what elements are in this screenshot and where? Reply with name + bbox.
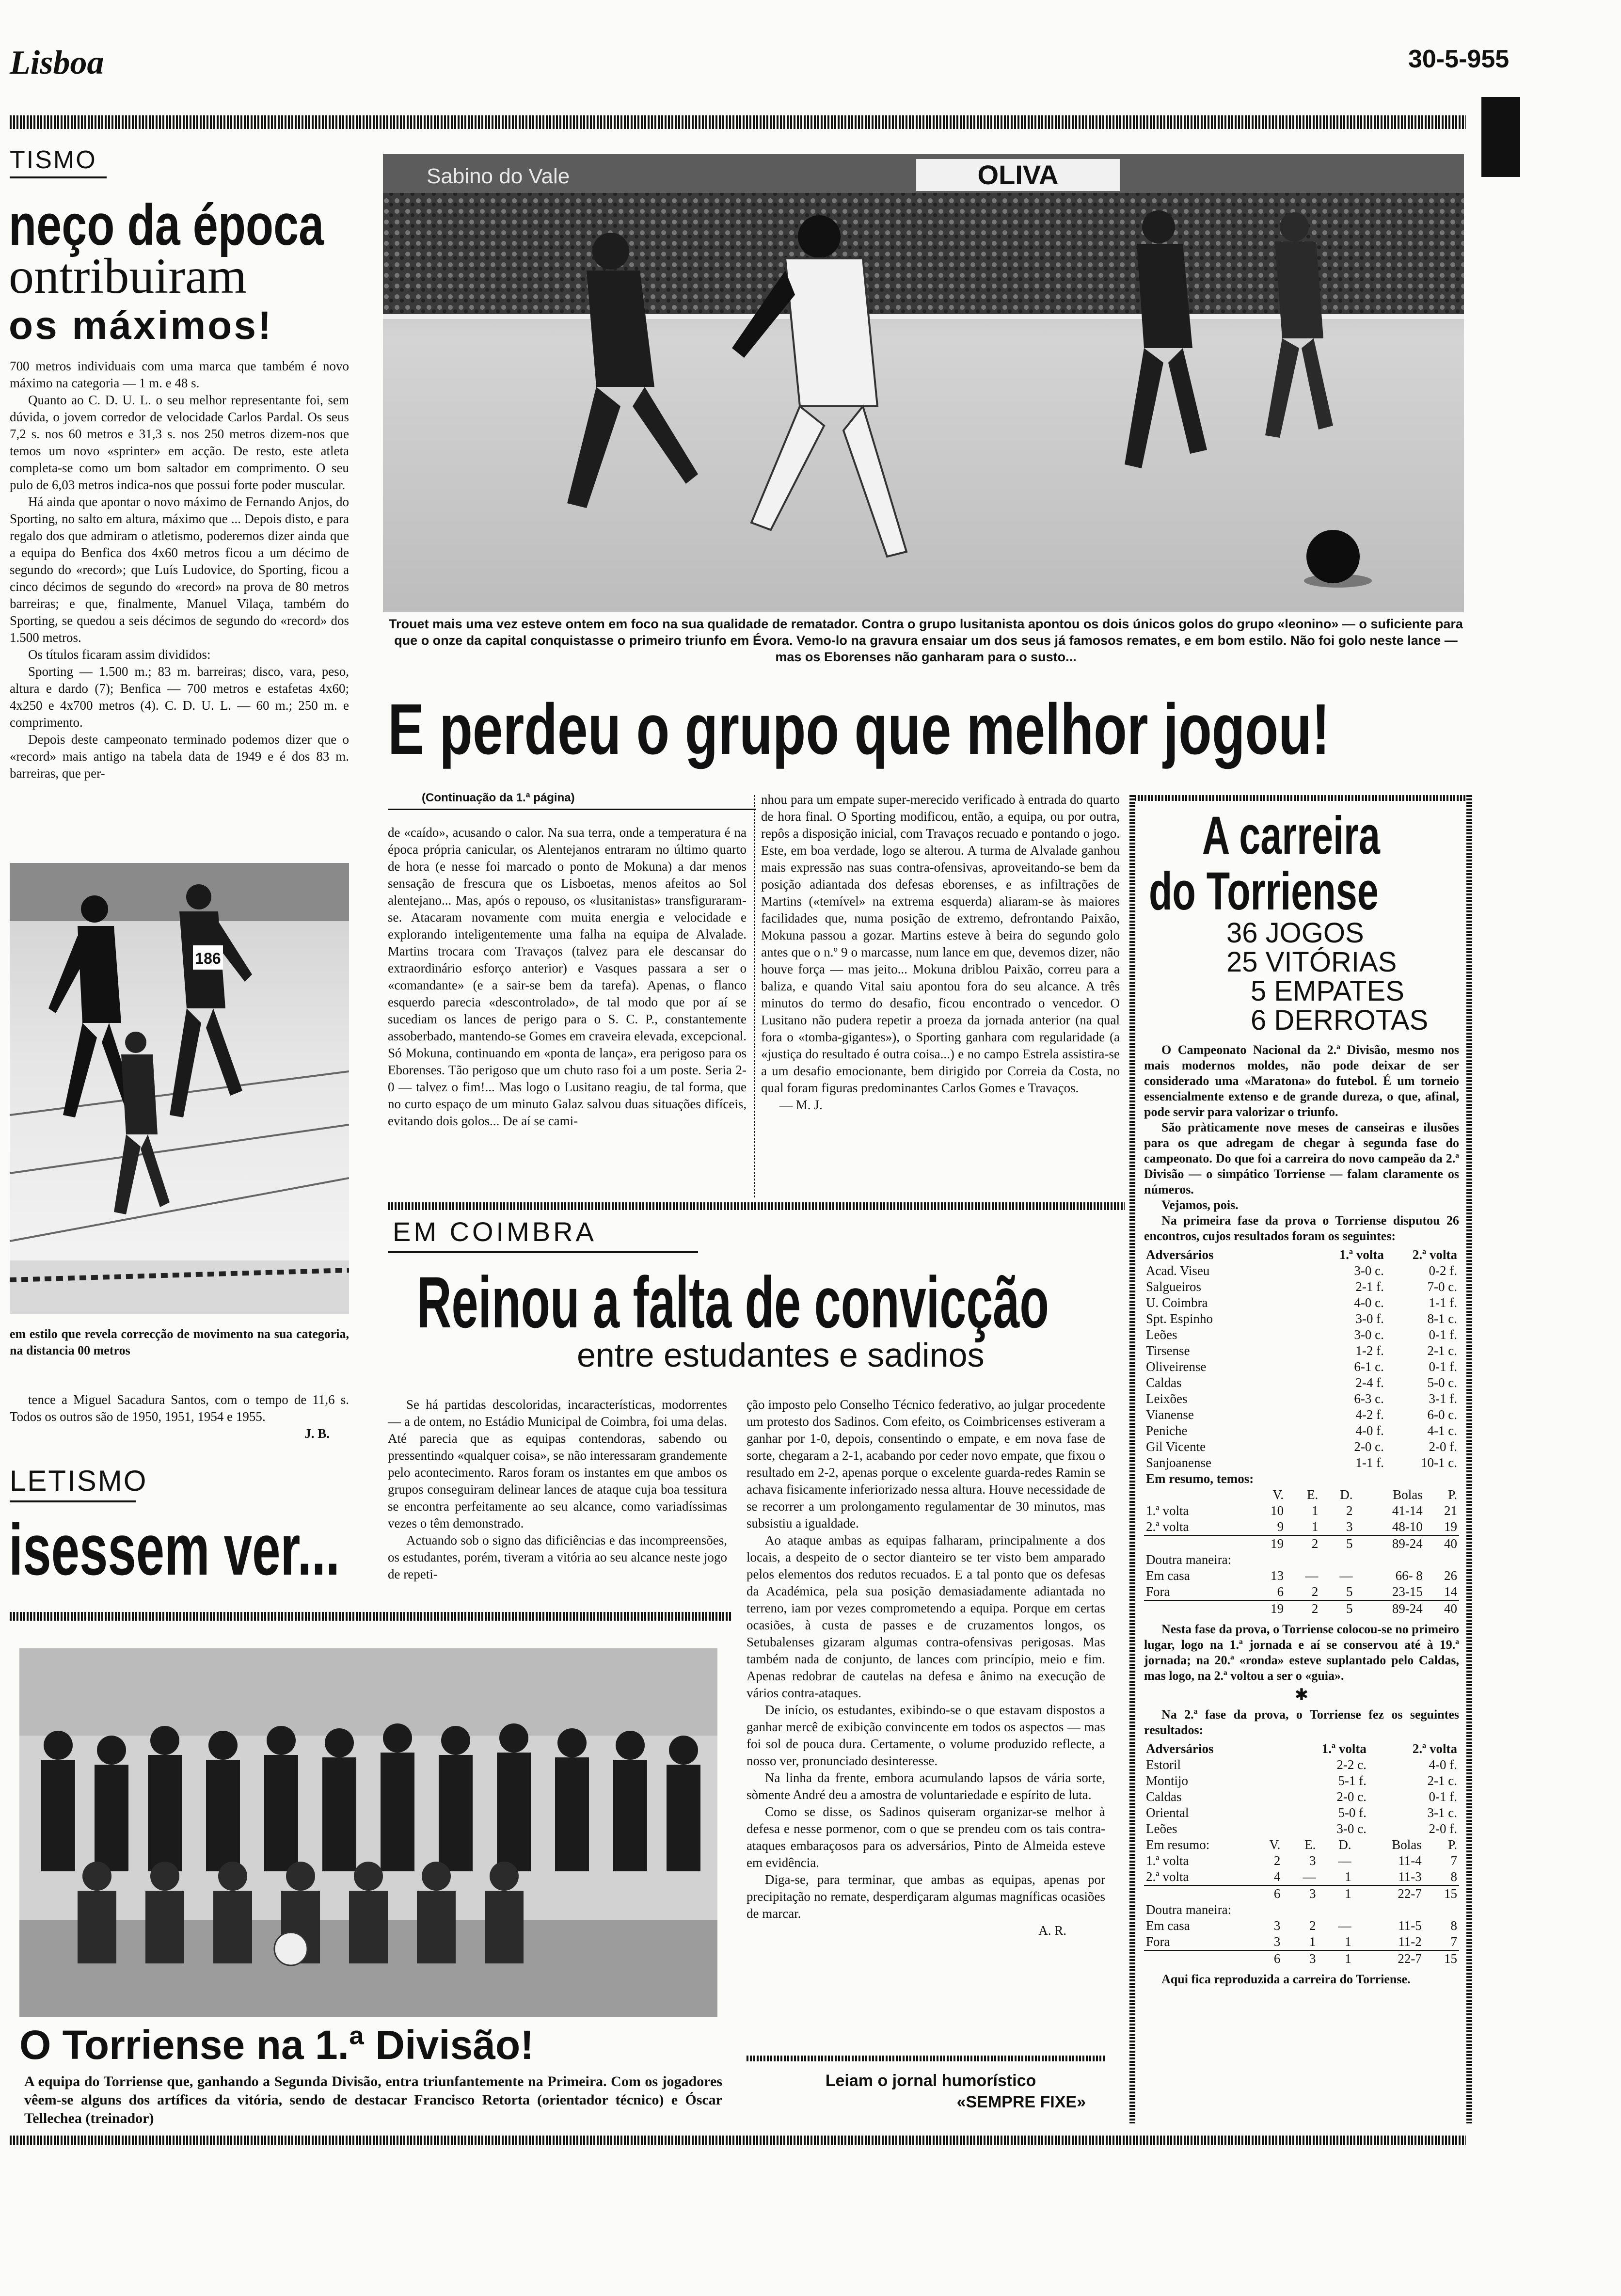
phase2-total2-row	[1144, 1950, 1459, 1967]
total-row	[1144, 1950, 1459, 1967]
torriense-intro-2: São pràticamente nove meses de canseiras e ilusões para os que adregam de chegar à segunda fase do campeonato. Do que foi a carreira do novo campeão da 2.ª Divisão — o simpático Torriense — falam claramente os números.	[1144, 1120, 1459, 1196]
summary-row	[1144, 1584, 1459, 1600]
evora-bottom-rule	[388, 1202, 1125, 1210]
result-row-cell: 10-1 c.	[1421, 1455, 1457, 1470]
athletics-headline-2: ontribuiram	[9, 248, 247, 304]
torriense-stat-draws: 5 EMPATES	[1251, 975, 1404, 1007]
runners-photo	[10, 863, 349, 1314]
banner-right-text: OLIVA	[977, 159, 1059, 190]
torriense-phase1-note: Nesta fase da prova, o Torriense colocou-se no primeiro lugar, logo na 1.ª jornada e aí se conservou até à 19.ª jornada; na 20.ª «ronda» esteve suplantado pelo Caldas, mas logo, na 2.ª voltou a ser o «guia».	[1144, 1622, 1459, 1683]
team-headline: O Torriense na 1.ª Divisão!	[19, 2022, 534, 2068]
coimbra-col1-paragraph: Actuando sob o signo das dificiências e das incompreensões, os estudantes, porém, tiveram a vitória ao seu alcance neste jogo de repeti-	[388, 1533, 727, 1581]
summary-row-cell: Em casa	[1146, 1918, 1190, 1933]
result-row-cell: Peniche	[1146, 1423, 1188, 1438]
coimbra-col2-paragraph: Ao ataque ambas as equipas falharam, principalmente a dos locais, a despeito de o sector dianteiro se ter visto bem amparado pelos elementos dos redutos recuados. E a tal ponto que os defesas da Académica, pela sua posição demasiadamente adiantada no terreno, iam por vezes comprometendo a equipa. Porque em certas ocasiões, à custa de passes e de cruzamentos longos, os Setubalenses gizaram algumas contra-ofensivas perigosas. Mas também nada de conjunto, de lances com princípio, meio e fim. Apenas redobrar de cautelas na defesa e ânimo na execução de vários contra-ataques.	[747, 1533, 1105, 1700]
evora-continuation-rule	[388, 809, 756, 810]
result-row	[1144, 1375, 1459, 1391]
summary-header: V.	[1272, 1487, 1284, 1502]
result-row-cell: 7-0 c.	[1427, 1279, 1457, 1294]
summary-row-cell: 4	[1273, 1869, 1281, 1884]
result-row-cell: Sanjoanense	[1146, 1455, 1211, 1470]
athletics2-headline-text: isessem ver...	[9, 1509, 340, 1590]
result-row-cell: 3-0 f.	[1355, 1311, 1384, 1326]
summary-row-cell: 3	[1273, 1934, 1281, 1949]
result-row-cell: 2-1 f.	[1355, 1279, 1384, 1294]
phase2-other-rows	[1144, 1918, 1459, 1950]
summary-row-cell: 41-14	[1392, 1503, 1423, 1518]
result-row-cell: 2-1 c.	[1427, 1343, 1457, 1358]
result-row-cell: Acad. Viseu	[1146, 1263, 1210, 1278]
torriense-top-rule	[1134, 795, 1469, 801]
torriense-stat-wins: 25 VITÓRIAS	[1226, 946, 1397, 978]
ad-line-2: «SEMPRE FIXE»	[956, 2093, 1086, 2111]
summary-row-cell: 2	[1309, 1918, 1316, 1933]
result-row-cell: 3-0 c.	[1336, 1821, 1367, 1836]
result-row-cell: Salgueiros	[1146, 1279, 1201, 1294]
result-row-cell: 4-1 c.	[1427, 1423, 1457, 1438]
total-cell: 1	[1345, 1951, 1351, 1966]
coimbra-col2-paragraph: Na linha da frente, embora acumulando lapsos de vária sorte, sòmente André deu a amostra de voluntariedade e espírito de luta.	[747, 1770, 1105, 1802]
athletics-closing-text: tence a Miguel Sacadura Santos, com o tempo de 11,6 s. Todos os outros são de 1950, 1951, 1954 e 1955.	[10, 1392, 349, 1424]
phase2-rows	[1144, 1757, 1459, 1837]
result-row-cell: 2-0 f.	[1429, 1821, 1457, 1836]
athletics-paragraph: Há ainda que apontar o novo máximo de Fernando Anjos, do Sporting, no salto em altura, máximo que ... Depois disto, e para regalo dos que admiram o atletismo, poderemos dizer ainda que a equipa do Benfica dos 4x60 metros ficou a um décimo de segundo do «record»; que Luís Ludovice, do Sporting, ficou a cinco décimos de segundo do «record» na prova de 80 metros barreiras; e que, finalmente, Manuel Vilaça, também do Sporting, se quedou a seis décimos de segundo do «record» dos 1.500 metros.	[10, 494, 349, 645]
match-photo	[383, 154, 1464, 612]
athletics-paragraph: Depois deste campeonato terminado podemos dizer que o «record» mais antigo na tabela data de 1949 e é dos 83 m. barreiras, que per-	[10, 732, 349, 781]
result-row	[1144, 1789, 1459, 1805]
result-row-cell: 2-4 f.	[1355, 1375, 1384, 1390]
phase1-rows	[1144, 1263, 1459, 1471]
team-photo-image	[19, 1648, 717, 2017]
phase1-summary-rows	[1144, 1503, 1459, 1535]
result-row-cell: Spt. Espinho	[1146, 1311, 1213, 1326]
summary-row-cell: 7	[1450, 1853, 1457, 1868]
phase1-total-row	[1144, 1535, 1459, 1552]
summary-row-cell: 11-2	[1398, 1934, 1422, 1949]
summary-row	[1144, 1853, 1459, 1869]
coimbra-col2-paragraph: De início, os estudantes, exibindo-se o que estavam dispostos a ganhar mercê de exibição convincente em todos os aspectos — mas foi sol de pouca dura. Certamente, o volume produzido reflecte, a nosso ver, pronunciado desinteresse.	[747, 1703, 1105, 1768]
athletics-paragraph: Os títulos ficaram assim divididos:	[28, 647, 211, 662]
total-row	[1144, 1600, 1459, 1617]
phase2-results-table	[1144, 1741, 1459, 1837]
result-row-cell: 0-1 f.	[1429, 1359, 1457, 1374]
coimbra-section-label: EM COIMBRA	[393, 1216, 597, 1247]
torriense-stats	[1226, 919, 1428, 1035]
result-row-cell: Caldas	[1146, 1789, 1182, 1804]
torriense-closing: Aqui fica reproduzida a carreira do Torriense.	[1161, 1972, 1411, 1986]
summary-header: Bolas	[1393, 1487, 1423, 1502]
total-row	[1144, 1535, 1459, 1552]
coimbra-headline	[417, 1260, 1105, 1344]
coimbra-column-1	[388, 1396, 727, 1583]
total-cell: 6	[1273, 1886, 1281, 1901]
torriense-headline-2	[1149, 861, 1464, 922]
result-row	[1144, 1311, 1459, 1327]
torriense-intro: O Campeonato Nacional da 2.ª Divisão, mesmo nos mais modernos moldes, não pode deixar de ser considerado uma «Maratona» do futebol. É um torneio essencialmente extenso e de grande dureza, o que, afinal, pode servir para valorizar o triunfo.	[1144, 1043, 1459, 1119]
result-row-cell: 3-0 c.	[1354, 1263, 1384, 1278]
summary-header: V.	[1269, 1837, 1281, 1852]
evora-headline	[388, 688, 1469, 771]
total-cell: 19	[1271, 1601, 1284, 1616]
result-row-cell: 6-1 c.	[1354, 1359, 1384, 1374]
result-row-cell: 2-0 c.	[1336, 1789, 1367, 1804]
result-row-cell: Leões	[1146, 1821, 1177, 1836]
result-row-cell: U. Coimbra	[1146, 1295, 1208, 1310]
torriense-right-border	[1466, 795, 1472, 2123]
summary-row	[1144, 1568, 1459, 1584]
summary-row	[1144, 1934, 1459, 1950]
summary-header: E.	[1307, 1487, 1319, 1502]
result-row	[1144, 1439, 1459, 1455]
total-cell: 1	[1345, 1886, 1351, 1901]
phase1-header: 2.ª volta	[1412, 1247, 1457, 1262]
result-row-cell: 2-1 c.	[1427, 1773, 1457, 1788]
result-row	[1144, 1279, 1459, 1295]
summary-row-cell: —	[1338, 1853, 1351, 1868]
summary-row-cell: 1.ª volta	[1146, 1853, 1189, 1868]
summary-header: P.	[1448, 1837, 1457, 1852]
total-cell: 22-7	[1398, 1951, 1422, 1966]
result-row	[1144, 1423, 1459, 1439]
result-row	[1144, 1455, 1459, 1471]
result-row-cell: Leões	[1146, 1327, 1177, 1342]
result-row-cell: Vianense	[1146, 1407, 1194, 1422]
total-cell: 40	[1444, 1601, 1457, 1616]
total-cell: 89-24	[1392, 1601, 1423, 1616]
phase2-summary-rows	[1144, 1853, 1459, 1885]
summary-row-cell: —	[1338, 1918, 1351, 1933]
result-row-cell: 2-0 f.	[1429, 1439, 1457, 1454]
result-row-cell: 8-1 c.	[1427, 1311, 1457, 1326]
athletics-section-underline	[10, 176, 107, 178]
result-row	[1144, 1773, 1459, 1789]
summary-row-cell: 3	[1309, 1853, 1316, 1868]
summary-label-2: Em resumo:	[1146, 1837, 1210, 1852]
summary-row-cell: 2.ª volta	[1146, 1869, 1189, 1884]
total-cell: 3	[1309, 1951, 1316, 1966]
result-row-cell: 4-0 f.	[1429, 1757, 1457, 1772]
result-row-cell: Tirsense	[1146, 1343, 1190, 1358]
summary-header: D.	[1338, 1837, 1351, 1852]
phase1-header: 1.ª volta	[1339, 1247, 1384, 1262]
torriense-headline-1	[1202, 805, 1464, 866]
summary-row-cell: —	[1305, 1568, 1319, 1583]
masthead-date: 30-5-955	[1408, 45, 1510, 73]
total-cell: 2	[1311, 1601, 1319, 1616]
ad-box	[756, 2070, 1105, 2113]
summary-row-cell: 1	[1345, 1869, 1351, 1884]
result-row-cell: 5-0 c.	[1427, 1375, 1457, 1390]
summary-row-cell: 6	[1277, 1584, 1284, 1599]
coimbra-subheadline: entre estudantes e sadinos	[577, 1336, 985, 1374]
banner-left-text: Sabino do Vale	[427, 164, 570, 188]
phase2-header: 1.ª volta	[1321, 1741, 1367, 1756]
total-cell: 5	[1346, 1536, 1353, 1551]
torriense-phase2-intro: Na 2.ª fase da prova, o Torriense fez os seguintes resultados:	[1144, 1707, 1459, 1737]
result-row-cell: 5-0 f.	[1338, 1805, 1367, 1820]
match-photo-caption: Trouet mais uma vez esteve ontem em foco na sua qualidade de rematador. Contra o grupo lusitanista apontou os dois únicos golos do grupo «leonino» — o suficiente para que o onze da capital conquistasse o primeiro triunfo em Évora. Vemo-lo na gravura ensaiar um dos seus já famosos remates, e em bom estilo. Não foi golo neste lance — mas os Eborenses não ganharam para o susto...	[389, 617, 1463, 664]
result-row-cell: Caldas	[1146, 1375, 1182, 1390]
summary-row-cell: 11-5	[1398, 1918, 1422, 1933]
runner-bib-number: 186	[195, 950, 221, 967]
coimbra-headline-text: Reinou a falta de convicção	[417, 1261, 1049, 1343]
coimbra-col1-paragraph: Se há partidas descoloridas, incaracterísticas, modorrentes — a de ontem, no Estádio Municipal de Coimbra, foi uma delas. Até parecia que as equipas contendoras, sabendo ou pressentindo «qualquer coisa», se não interessaram grandemente pelo acontecimento. Raros foram os instantes em que ambos os grupos conseguiram delinear lances de ataque cuja boa tessitura se encontra perfeitamente ao seu alcance, como variadíssimas vezes o têm demonstrado.	[388, 1397, 727, 1531]
result-row-cell: 0-1 f.	[1429, 1789, 1457, 1804]
result-row	[1144, 1295, 1459, 1311]
summary-row-cell: 9	[1277, 1519, 1284, 1534]
total-cell: 40	[1444, 1536, 1457, 1551]
evora-continuation: (Continuação da 1.ª página)	[422, 791, 575, 804]
team-photo	[19, 1648, 717, 2017]
result-row	[1144, 1821, 1459, 1837]
ad-top-rule	[747, 2056, 1105, 2061]
athletics-paragraph: Quanto ao C. D. U. L. o seu melhor representante foi, sem dúvida, o jovem corredor de velocidade Carlos Pardal. Os seus 7,2 s. nos 60 metros e 31,3 s. nos 250 metros dizem-nos que temos um novo «sprinter» em acção. De resto, este atleta completa-se como um bom saltador em comprimento. O seu pulo de 6,03 metros indica-nos que possui forte poder muscular.	[10, 393, 349, 492]
summary-header: P.	[1448, 1487, 1457, 1502]
summary-row-cell: 2	[1311, 1584, 1319, 1599]
athletics2-underline	[10, 1500, 136, 1502]
torriense-headline-2-text: do Torriense	[1149, 861, 1379, 921]
masthead-title: Lisboa	[10, 44, 104, 81]
athletics2-headline	[9, 1508, 358, 1592]
result-row-cell: 5-1 f.	[1338, 1773, 1367, 1788]
result-row	[1144, 1407, 1459, 1423]
summary-row-cell: 2	[1273, 1853, 1281, 1868]
phase2-total-row	[1144, 1885, 1459, 1902]
summary-row-cell: 5	[1346, 1584, 1353, 1599]
total-cell: 5	[1346, 1601, 1353, 1616]
summary-row-cell: 1	[1345, 1934, 1351, 1949]
phase1-results-table	[1144, 1247, 1459, 1487]
result-row-cell: 0-1 f.	[1429, 1327, 1457, 1342]
team-top-rule	[10, 1612, 732, 1621]
athletics-section-label: TISMO	[10, 146, 97, 174]
result-row-cell: Gil Vicente	[1146, 1439, 1206, 1454]
summary-row-cell: 8	[1450, 1918, 1457, 1933]
phase1-other-rows	[1144, 1568, 1459, 1600]
summary-row-cell: 10	[1271, 1503, 1284, 1518]
phase2-header: 2.ª volta	[1412, 1741, 1457, 1756]
summary-row-cell: 8	[1450, 1869, 1457, 1884]
torriense-headline-1-text: A carreira	[1202, 806, 1380, 865]
summary-row-cell: 14	[1444, 1584, 1457, 1599]
summary-row	[1144, 1918, 1459, 1934]
corner-block	[1481, 97, 1520, 177]
athletics-signature: J. B.	[304, 1426, 330, 1441]
summary-row-cell: Fora	[1146, 1584, 1170, 1599]
summary-row	[1144, 1503, 1459, 1519]
total-cell: 6	[1273, 1951, 1281, 1966]
other-label: Doutra maneira:	[1146, 1552, 1232, 1567]
summary-row-cell: Em casa	[1146, 1568, 1190, 1583]
total-cell: 89-24	[1392, 1536, 1423, 1551]
result-row-cell: Oliveirense	[1146, 1359, 1207, 1374]
runners-photo-image	[10, 863, 349, 1314]
result-row	[1144, 1263, 1459, 1279]
summary-row-cell: 21	[1444, 1503, 1457, 1518]
phase2-summary-table	[1144, 1837, 1459, 1967]
summary-row-cell: —	[1339, 1568, 1353, 1583]
result-row	[1144, 1757, 1459, 1773]
summary-row	[1144, 1869, 1459, 1885]
total-cell: 2	[1311, 1536, 1319, 1551]
evora-col2-paragraph: nhou para um empate super-merecido verificado à entrada do quarto de hora final. O Sporting modificou, então, a equipa, ou por outra, repôs a disposição inicial, com Travaços recuado e pontando o jogo. Este, em boa verdade, logo se alterou. A turma de Alvalade ganhou mais expressão nas suas contra-ofensivas, aproveitando-se bem da posição adiantada dos defesas eborenses, e as infiltrações de Martins («temível» na extrema esquerda) aliaram-se às maiores facilidades que, numa posição de extremo, defrontando Paixão, Mokuna passou a gozar. Martins esteve à beira do segundo golo antes que o n.º 9 o marcasse, num lance em que, devemos dizer, não houve força — mas jeito... Mokuna driblou Paixão, correu para a baliza, e quando Vital saiu apontou fora do seu alcance. A três minutos do termo do desafio, ficou encontrado o vencedor. O Lusitano não pudera repetir a proeza da jornada anterior (na qual fora o «tomba-gigantes»), o Sporting ganhara com regularidade (a «justiça do resultado é outra coisa...) e no campo Estrela assistira-se a um desafio emocionante, bem dirigido por Correia da Costa, no qual foram figuras predominantes Carlos Gomes e Travaços.	[761, 792, 1120, 1095]
summary-row-cell: 3	[1346, 1519, 1353, 1534]
athletics-closing	[10, 1391, 349, 1442]
total-cell: 3	[1309, 1886, 1316, 1901]
torriense-phase1-intro: Na primeira fase da prova o Torriense disputou 26 encontros, cujos resultados foram os seguintes:	[1144, 1213, 1459, 1243]
evora-headline-text: E perdeu o grupo que melhor jogou!	[388, 689, 1330, 769]
summary-row-cell: 3	[1273, 1918, 1281, 1933]
athletics-headline-3: os máximos!	[9, 303, 273, 348]
result-row	[1144, 1343, 1459, 1359]
other-label-2: Doutra maneira:	[1146, 1902, 1232, 1917]
result-row-cell: 3-1 c.	[1427, 1805, 1457, 1820]
summary-header: D.	[1340, 1487, 1353, 1502]
summary-row-cell: 19	[1444, 1519, 1457, 1534]
summary-row-cell: 13	[1271, 1568, 1284, 1583]
star-divider: ✱	[1294, 1686, 1309, 1704]
result-row-cell: 4-2 f.	[1355, 1407, 1384, 1422]
result-row-cell: 2-2 c.	[1336, 1757, 1367, 1772]
summary-row-cell: —	[1303, 1869, 1316, 1884]
evora-column-1	[388, 824, 747, 1130]
masthead-rule	[10, 115, 1466, 129]
coimbra-signature: A. R.	[1038, 1923, 1066, 1938]
summary-row-cell: 23-15	[1392, 1584, 1423, 1599]
summary-row-cell: 1	[1311, 1519, 1319, 1534]
result-row	[1144, 1359, 1459, 1375]
total-cell: 19	[1271, 1536, 1284, 1551]
coimbra-col2-paragraph: Como se disse, os Sadinos quiseram organizar-se melhor à defesa e nesse pormenor, com o que se prendeu com os tais contra-ataques embaraçosos para os adversários, Pinto de Almeida esteve em evidência.	[747, 1804, 1105, 1870]
result-row	[1144, 1327, 1459, 1343]
result-row-cell: Leixões	[1146, 1391, 1188, 1406]
summary-row-cell: 66- 8	[1395, 1568, 1423, 1583]
match-photo-image	[383, 154, 1464, 612]
summary-label: Em resumo, temos:	[1146, 1471, 1254, 1486]
ad-line-1: Leiam o jornal humorístico	[825, 2072, 1036, 2090]
result-row-cell: Montijo	[1146, 1773, 1189, 1788]
athletics-paragraph: Sporting — 1.500 m.; 83 m. barreiras; disco, vara, peso, altura e dardo (7); Benfica — 700 metros e estafetas 4x60; 4x250 e 4x700 metros (4). C. D. U. L. — 60 m.; 250 m. e comprimento.	[10, 664, 349, 730]
athletics2-section-label: LETISMO	[10, 1465, 148, 1497]
phase1-header: Adversários	[1146, 1247, 1214, 1262]
result-row-cell: 4-0 c.	[1354, 1295, 1384, 1310]
summary-header: Bolas	[1392, 1837, 1422, 1852]
result-row-cell: 0-2 f.	[1429, 1263, 1457, 1278]
result-row-cell: 3-1 f.	[1429, 1391, 1457, 1406]
team-caption: A equipa do Torriense que, ganhando a Segunda Divisão, entra triunfantemente na Primeira. Com os jogadores vêem-se alguns dos artífices da vitória, sendo de destacar Francisco Retorta (orientador técnico) e Óscar Tellechea (treinador)	[24, 2073, 722, 2126]
result-row-cell: Oriental	[1146, 1805, 1189, 1820]
summary-row-cell: Fora	[1146, 1934, 1170, 1949]
summary-row-cell: 1.ª volta	[1146, 1503, 1189, 1518]
total-cell: 15	[1444, 1951, 1457, 1966]
phase1-total2-row	[1144, 1600, 1459, 1617]
result-row-cell: 6-0 c.	[1427, 1407, 1457, 1422]
runners-photo-caption: em estilo que revela correcção de movimento na sua categoria, na distancia 00 metros	[10, 1327, 349, 1357]
summary-row-cell: 1	[1311, 1503, 1319, 1518]
torriense-intro-3: Vejamos, pois.	[1161, 1198, 1239, 1212]
result-row-cell: 6-3 c.	[1354, 1391, 1384, 1406]
summary-row-cell: 11-4	[1398, 1853, 1422, 1868]
result-row	[1144, 1391, 1459, 1407]
summary-header: E.	[1304, 1837, 1316, 1852]
result-row-cell: 3-0 c.	[1354, 1327, 1384, 1342]
summary-row-cell: 2	[1346, 1503, 1353, 1518]
evora-column-divider	[754, 795, 755, 1197]
phase1-summary-table	[1144, 1487, 1459, 1617]
torriense-stat-losses: 6 DERROTAS	[1251, 1004, 1429, 1036]
result-row	[1144, 1805, 1459, 1821]
result-row-cell: Estoril	[1146, 1757, 1181, 1772]
summary-row-cell: 11-3	[1398, 1869, 1422, 1884]
result-row-cell: 1-2 f.	[1355, 1343, 1384, 1358]
athletics-article	[10, 358, 349, 782]
coimbra-column-2	[747, 1396, 1105, 1939]
torriense-body	[1144, 1042, 1459, 1987]
coimbra-col2-paragraph: Diga-se, para terminar, que ambas as equipas, apenas por precipitação no remate, desperdiçaram algumas magníficas ocasiões de marcar.	[747, 1872, 1105, 1921]
athletics-paragraph: 700 metros individuais com uma marca que também é novo máximo na categoria — 1 m. e 48 s.	[10, 359, 349, 390]
result-row-cell: 2-0 c.	[1354, 1439, 1384, 1454]
coimbra-col2-paragraph: ção imposto pelo Conselho Técnico federativo, ao julgar procedente um protesto dos Sadinos. Com efeito, os Coimbricenses estiveram a ganhar por 1-0, depois, consentindo o empate, e em nova fase de sorte, chegaram a 2-1, acabando por ceder novo empate, que fixou o resultado em 2-2, apenas porque o excelente guarda-redes Ramin se achava fisicamente inferiorizado nessa altura. Houve necessidade de se recorrer a um prolongamento regulamentar de 30 minutos, mas subsistiu a igualdade.	[747, 1397, 1105, 1531]
summary-row-cell: 2.ª volta	[1146, 1519, 1189, 1534]
result-row-cell: 1-1 f.	[1355, 1455, 1384, 1470]
total-cell: 22-7	[1398, 1886, 1422, 1901]
summary-row-cell: 1	[1309, 1934, 1316, 1949]
torriense-left-border	[1129, 795, 1135, 2123]
evora-column-2	[761, 791, 1120, 1114]
phase2-header: Adversários	[1146, 1741, 1214, 1756]
summary-row	[1144, 1519, 1459, 1535]
total-row	[1144, 1885, 1459, 1902]
total-cell: 15	[1444, 1886, 1457, 1901]
summary-row-cell: 7	[1450, 1934, 1457, 1949]
page-bottom-rule	[10, 2136, 1466, 2145]
summary-row-cell: 26	[1444, 1568, 1457, 1583]
result-row-cell: 4-0 f.	[1355, 1423, 1384, 1438]
coimbra-section-underline	[388, 1251, 698, 1253]
evora-signature: — M. J.	[779, 1098, 823, 1112]
evora-col1-paragraph: de «caído», acusando o calor. Na sua terra, onde a temperatura é na época própria canicular, os Alentejanos entraram no último quarto de hora (e nesse foi marcado o ponto de Mokuna) a dar menos sensação de frescura que os Lisboetas, menos afeitos ao Sol alentejano... Mas, após o repouso, os «lusitanistas» transfiguraram-se. Atacaram novamente com muita energia e velocidade e explorando inteligentemente uma falha na equipa de Alvalade. Martins trocara com Travaços (talvez para ele descansar do extraordinário esforço anterior) e Vasques passara a ser o «comandante» (e a sair-se bem da tarefa). Apenas, o flanco esquerdo parecia «descontrolado», de tal modo que por aí se sucediam os lances de perigo para o S. C. P., constantemente assoberbado, mantendo-se Gomes em craveira elevada, excepcional. Só Mokuna, continuando em «ponta de lança», era perigoso para os Eborenses. Tão perigoso que um chuto raso foi a um poste. Seria 2-0 — talvez o fim!... Mas logo o Lusitano reagiu, de tal forma, que no curto espaço de um minuto Galaz salvou duas situações difíceis, evitando dois golos... De aí se cami-	[388, 825, 747, 1128]
torriense-stat-games: 36 JOGOS	[1226, 917, 1364, 949]
result-row-cell: 1-1 f.	[1429, 1295, 1457, 1310]
athletics-headline-1-text: neço da época	[9, 192, 324, 257]
summary-row-cell: 48-10	[1392, 1519, 1423, 1534]
